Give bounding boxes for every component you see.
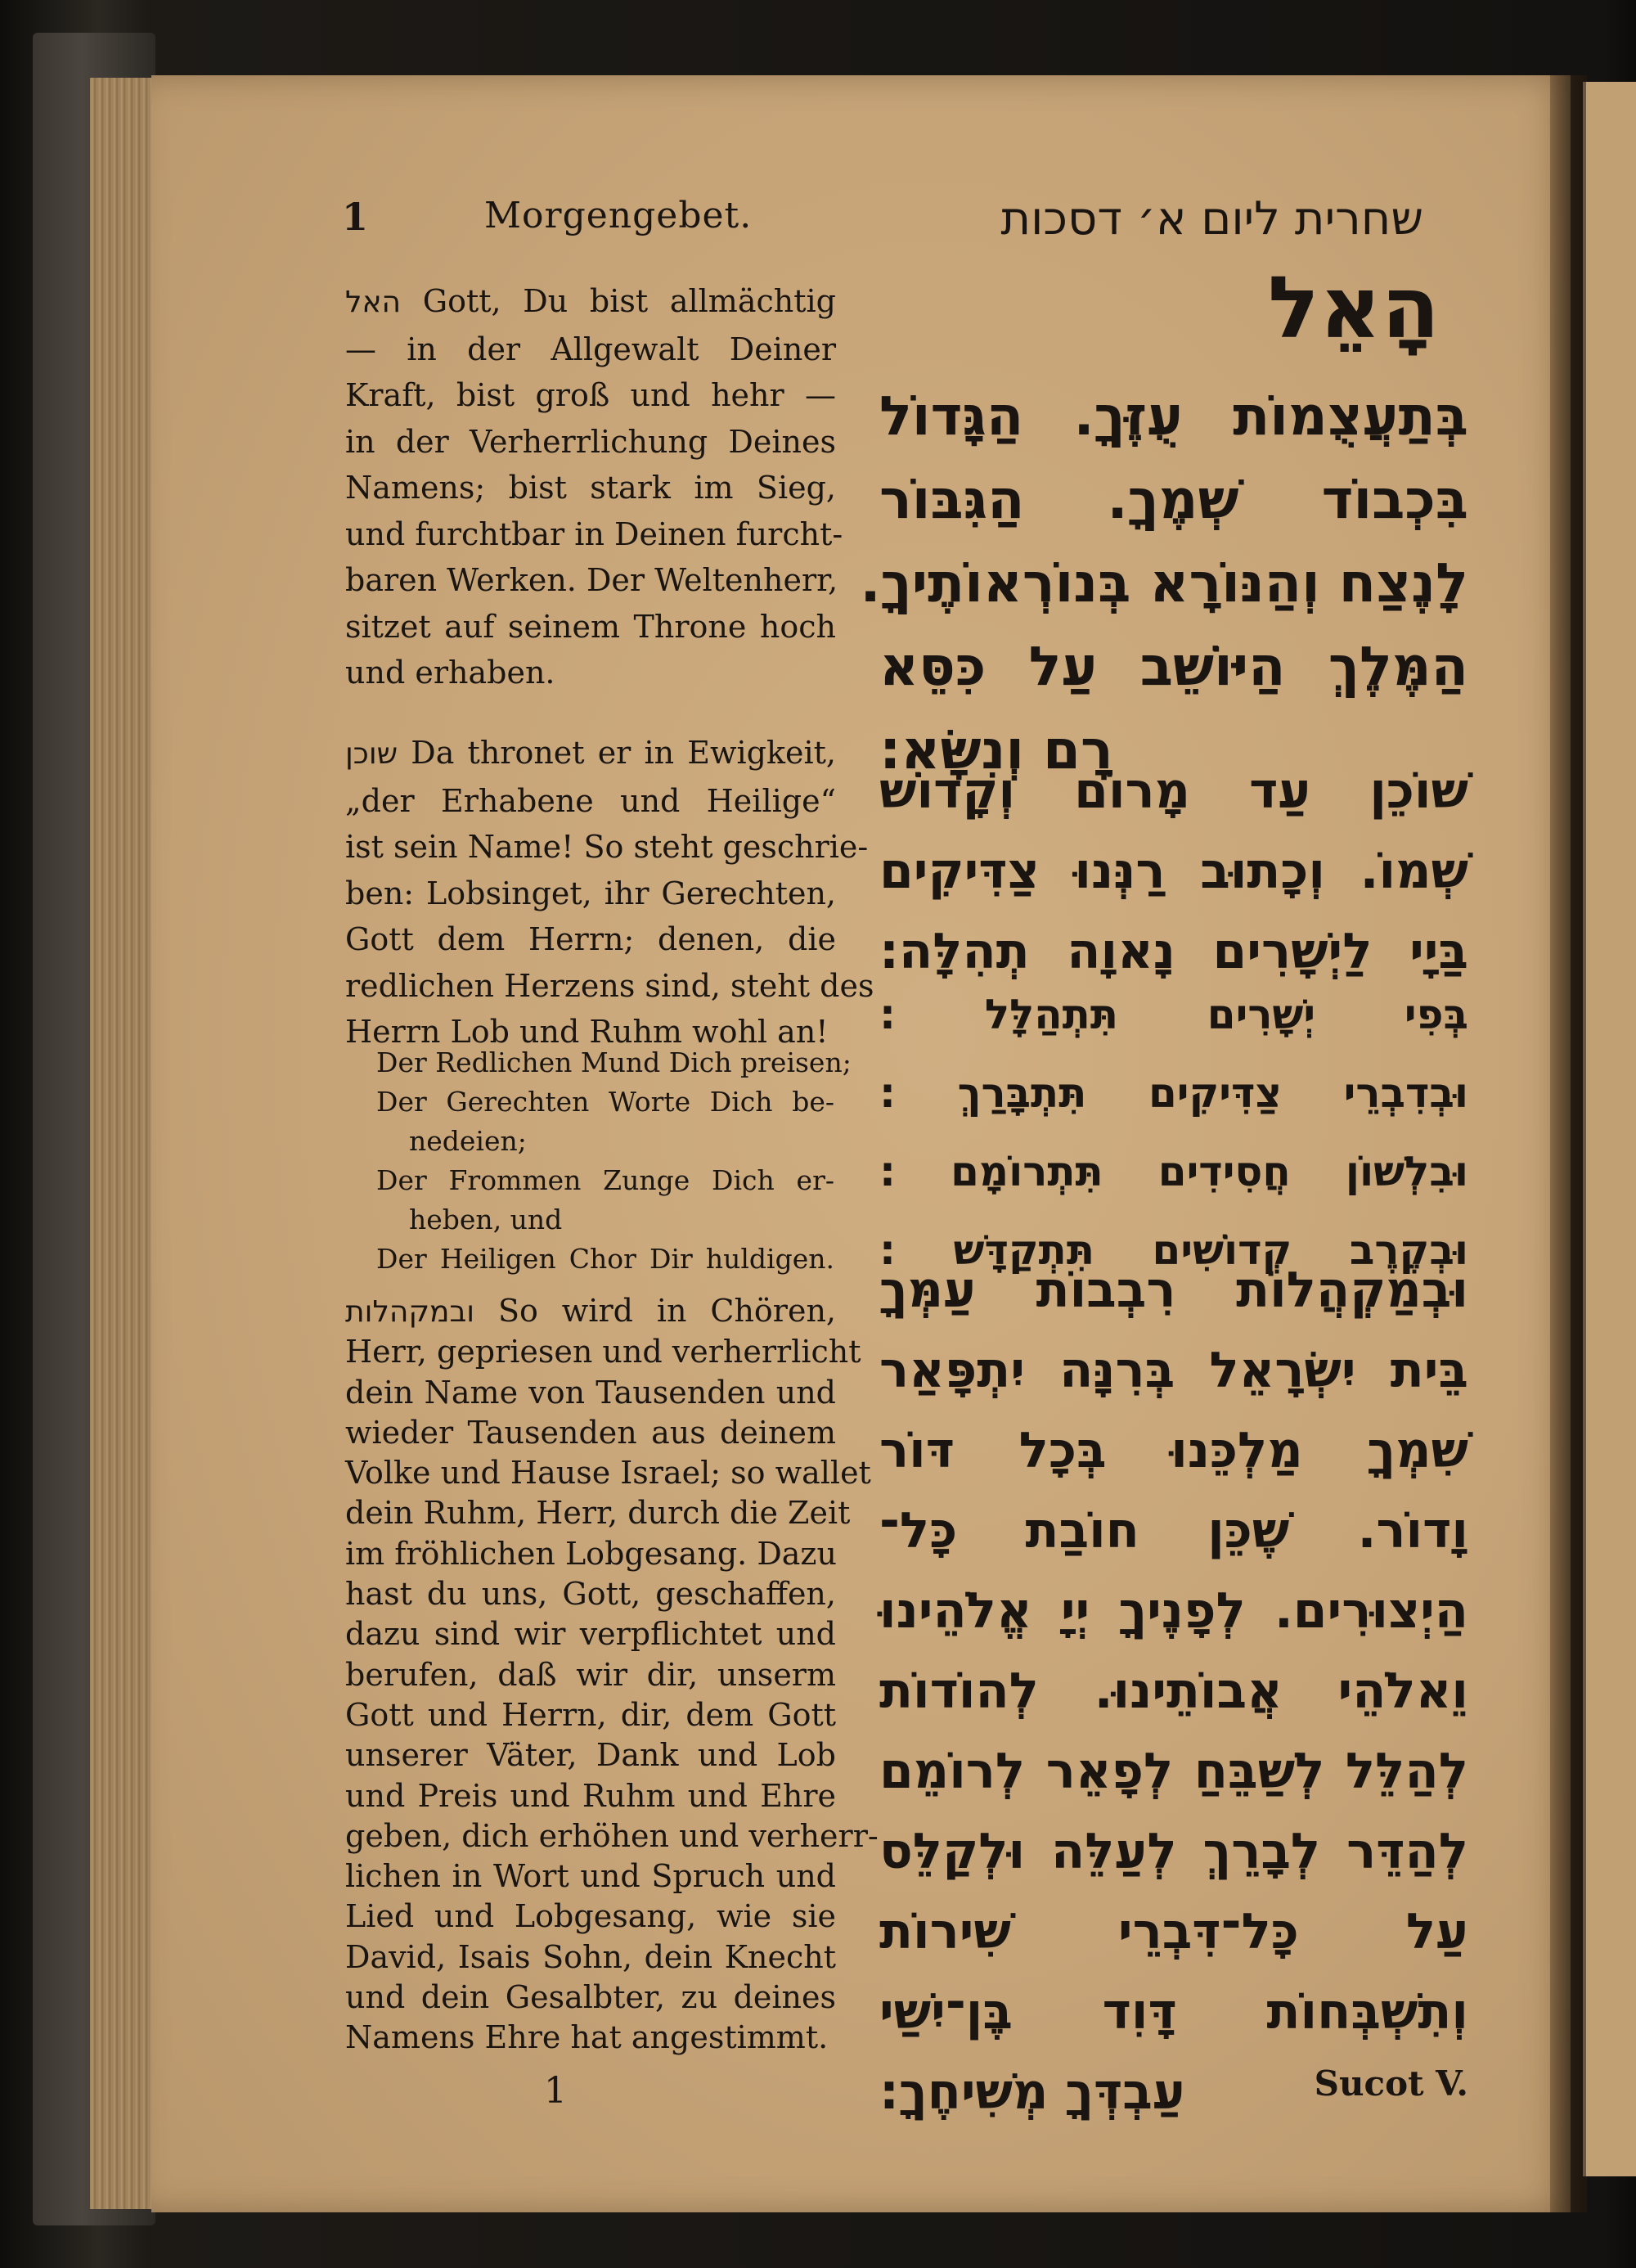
next-page-edge (1583, 82, 1636, 2176)
hebrew-block-2 (879, 751, 1468, 992)
german-line: ist sein Name! So steht geschrie- (345, 829, 869, 865)
hebrew-line: וֵאלֹהֵי אֲבוֹתֵינוּ. לְהוֹדוֹת (879, 1663, 1468, 1720)
hebrew-line: הַמֶּלֶךְ הַיּוֹשֵׁב עַל כִּסֵּא (879, 635, 1468, 698)
german-line: ובמקהלות So wird in Chören, (345, 1293, 836, 1329)
german-line: שוכן Da thronet er in Ewigkeit, (345, 735, 836, 771)
german-line: redlichen Herzens sind, steht des (345, 967, 874, 1004)
german-line: Namens Ehre hat angestimmt. (345, 2019, 829, 2056)
verse-line: Der Redlichen Mund Dich preisen; (376, 1046, 852, 1078)
german-line: berufen, daß wir dir, unserm (345, 1656, 836, 1693)
german-line: und furchtbar in Deinen furcht- (345, 515, 843, 552)
german-line: unserer Väter, Dank und Lob (345, 1737, 836, 1774)
german-line: lichen in Wort und Spruch und (345, 1858, 836, 1895)
hebrew-line: עַבְדְּךָ מְשִׁיחֶךָ: (879, 2063, 1185, 2121)
hebrew-lead-word: שוכן (345, 737, 398, 771)
german-line: sitzet auf seinem Throne hoch (345, 608, 836, 645)
german-paragraph-3 (345, 1291, 879, 2059)
hebrew-line: לְהַלֵּל לְשַׁבֵּחַ לְפָאֵר לְרוֹמֵם (879, 1743, 1468, 1800)
german-line: in der Verherrlichung Deines (345, 423, 836, 460)
german-line: dein Name von Tausenden und (345, 1374, 836, 1411)
german-line: und erhaben. (345, 655, 555, 691)
hebrew-line: שׁוֹכֵן עַד מָרוֹם וְקָדוֹשׁ (879, 763, 1468, 820)
hebrew-line: בַּיָי לַיְשָׁרִים נָאוָה תְהִלָּה: (879, 923, 1468, 980)
german-line: Gott dem Herrn; denen, die (345, 921, 836, 957)
german-paragraph-1 (345, 278, 843, 696)
german-line: dein Ruhm, Herr, durch die Zeit (345, 1495, 851, 1532)
hebrew-verse: וּבִלְשׁוֹן חֲסִידִים תִּתְרוֹמָם : (879, 1148, 1468, 1195)
german-line: Lied und Lobgesang, wie sie (345, 1898, 836, 1935)
hebrew-block-1 (860, 375, 1468, 792)
hebrew-verse: בְּפִי יְשָׁרִים תִּתְהַלָּל : (879, 991, 1468, 1038)
hebrew-line: וְתִשְׁבְּחוֹת דָּוִד בֶּן־יִשַׁי (879, 1983, 1468, 2041)
hebrew-lead-word: ובמקהלות (345, 1295, 475, 1329)
hebrew-line: לָנֶצַח וְהַנּוֹרָא בְּנוֹרְאוֹתֶיךָ. (860, 551, 1468, 614)
hebrew-line: לְהַדֵּר לְבָרֵךְ לְעַלֵּה וּלְקַלֵּס (879, 1823, 1468, 1880)
header-german-title: Morgengebet. (484, 195, 753, 236)
hebrew-lead-word: האל (345, 286, 402, 319)
german-line: Gott und Herrn, dir, dem Gott (345, 1696, 836, 1733)
footer-page-number: 1 (544, 2070, 567, 2112)
german-line: dazu sind wir verpflichtet und (345, 1616, 836, 1653)
hebrew-line: שִׁמְךָ מַלְכֵּנוּ בְּכָל דּוֹר (879, 1422, 1468, 1479)
german-line: „der Erhabene und Heilige“ (345, 782, 836, 819)
hebrew-line: עַל כָּל־דִּבְרֵי שִׁירוֹת (879, 1903, 1468, 1960)
hebrew-verse: וּבְקֶרֶב קְדוֹשִׁים תִּתְקַדָּשׁ : (879, 1226, 1468, 1274)
hebrew-line: בְּתַעֲצֻמוֹת עֻזֶּךָ. הַגָּדוֹל (879, 385, 1468, 448)
verse-line: nedeien; (409, 1125, 527, 1157)
hebrew-verse: וּבְדִבְרֵי צַדִּיקִים תִּתְבָּרַךְ : (879, 1069, 1468, 1117)
german-line: wieder Tausenden aus deinem (345, 1414, 836, 1451)
german-line: — in der Allgewalt Deiner (345, 331, 836, 367)
hebrew-line: וָדוֹר. שֶׁכֵּן חוֹבַת כָּל־ (879, 1502, 1468, 1559)
hebrew-verses (879, 975, 1468, 1289)
german-line: im fröhlichen Lobgesang. Dazu (345, 1535, 837, 1572)
german-line: Herrn Lob und Ruhm wohl an! (345, 1014, 829, 1050)
hebrew-line: הַיְצוּרִים. לְפָנֶיךָ יְיָ אֱלֹהֵינוּ (879, 1582, 1468, 1640)
german-line: Volke und Hause Israel; so wallet (345, 1455, 871, 1492)
hebrew-line: שְׁמוֹ. וְכָתוּב רַנְּנוּ צַדִּיקִים (879, 843, 1468, 900)
german-line: ben: Lobsinget, ihr Gerechten, (345, 875, 836, 911)
hebrew-opening-word: הָאֵל (1267, 258, 1440, 358)
hebrew-block-3 (879, 1250, 1468, 2132)
hebrew-line: בֵּית יִשְׂרָאֵל בְּרִנָּה יִתְפָּאַר (879, 1342, 1468, 1399)
german-paragraph-2 (345, 730, 874, 1055)
page-stack-edge (90, 78, 160, 2209)
header-page-number: 1 (342, 195, 369, 239)
footer-signature: Sucot V. (1314, 2063, 1468, 2104)
german-line: geben, dich erhöhen und verherr- (345, 1817, 879, 1854)
german-line: Namens; bist stark im Sieg, (345, 470, 836, 506)
verse-line: Der Heiligen Chor Dir huldigen. (376, 1243, 834, 1275)
verse-line: Der Frommen Zunge Dich er- (376, 1164, 834, 1196)
hebrew-line: רָם וְנִשָּׂא: (879, 718, 1113, 781)
header-hebrew-title: שחרית ליום א׳ דסכות (1000, 192, 1423, 245)
german-line: und dein Gesalbter, zu deines (345, 1979, 836, 2016)
german-line: und Preis und Ruhm und Ehre (345, 1777, 836, 1814)
german-line: baren Werken. Der Weltenherr, (345, 562, 838, 598)
german-line: David, Isais Sohn, dein Knecht (345, 1938, 836, 1975)
verse-line: heben, und (409, 1204, 563, 1235)
german-line: Kraft, bist groß und hehr — (345, 377, 836, 413)
german-line: האל Gott, Du bist allmächtig (345, 283, 836, 319)
hebrew-line: בִּכְבוֹד שְׁמֶךָ. הַגִּבּוֹר (879, 468, 1468, 531)
german-line: Herr, gepriesen und verherrlicht (345, 1334, 861, 1370)
hebrew-line: וּבְמַקְהֲלוֹת רִבְבוֹת עַמְּךָ (879, 1262, 1468, 1319)
german-verses (376, 1043, 852, 1279)
german-line: hast du uns, Gott, geschaffen, (345, 1576, 836, 1613)
verse-line: Der Gerechten Worte Dich be- (376, 1086, 834, 1118)
page-gutter (1550, 75, 1587, 2212)
